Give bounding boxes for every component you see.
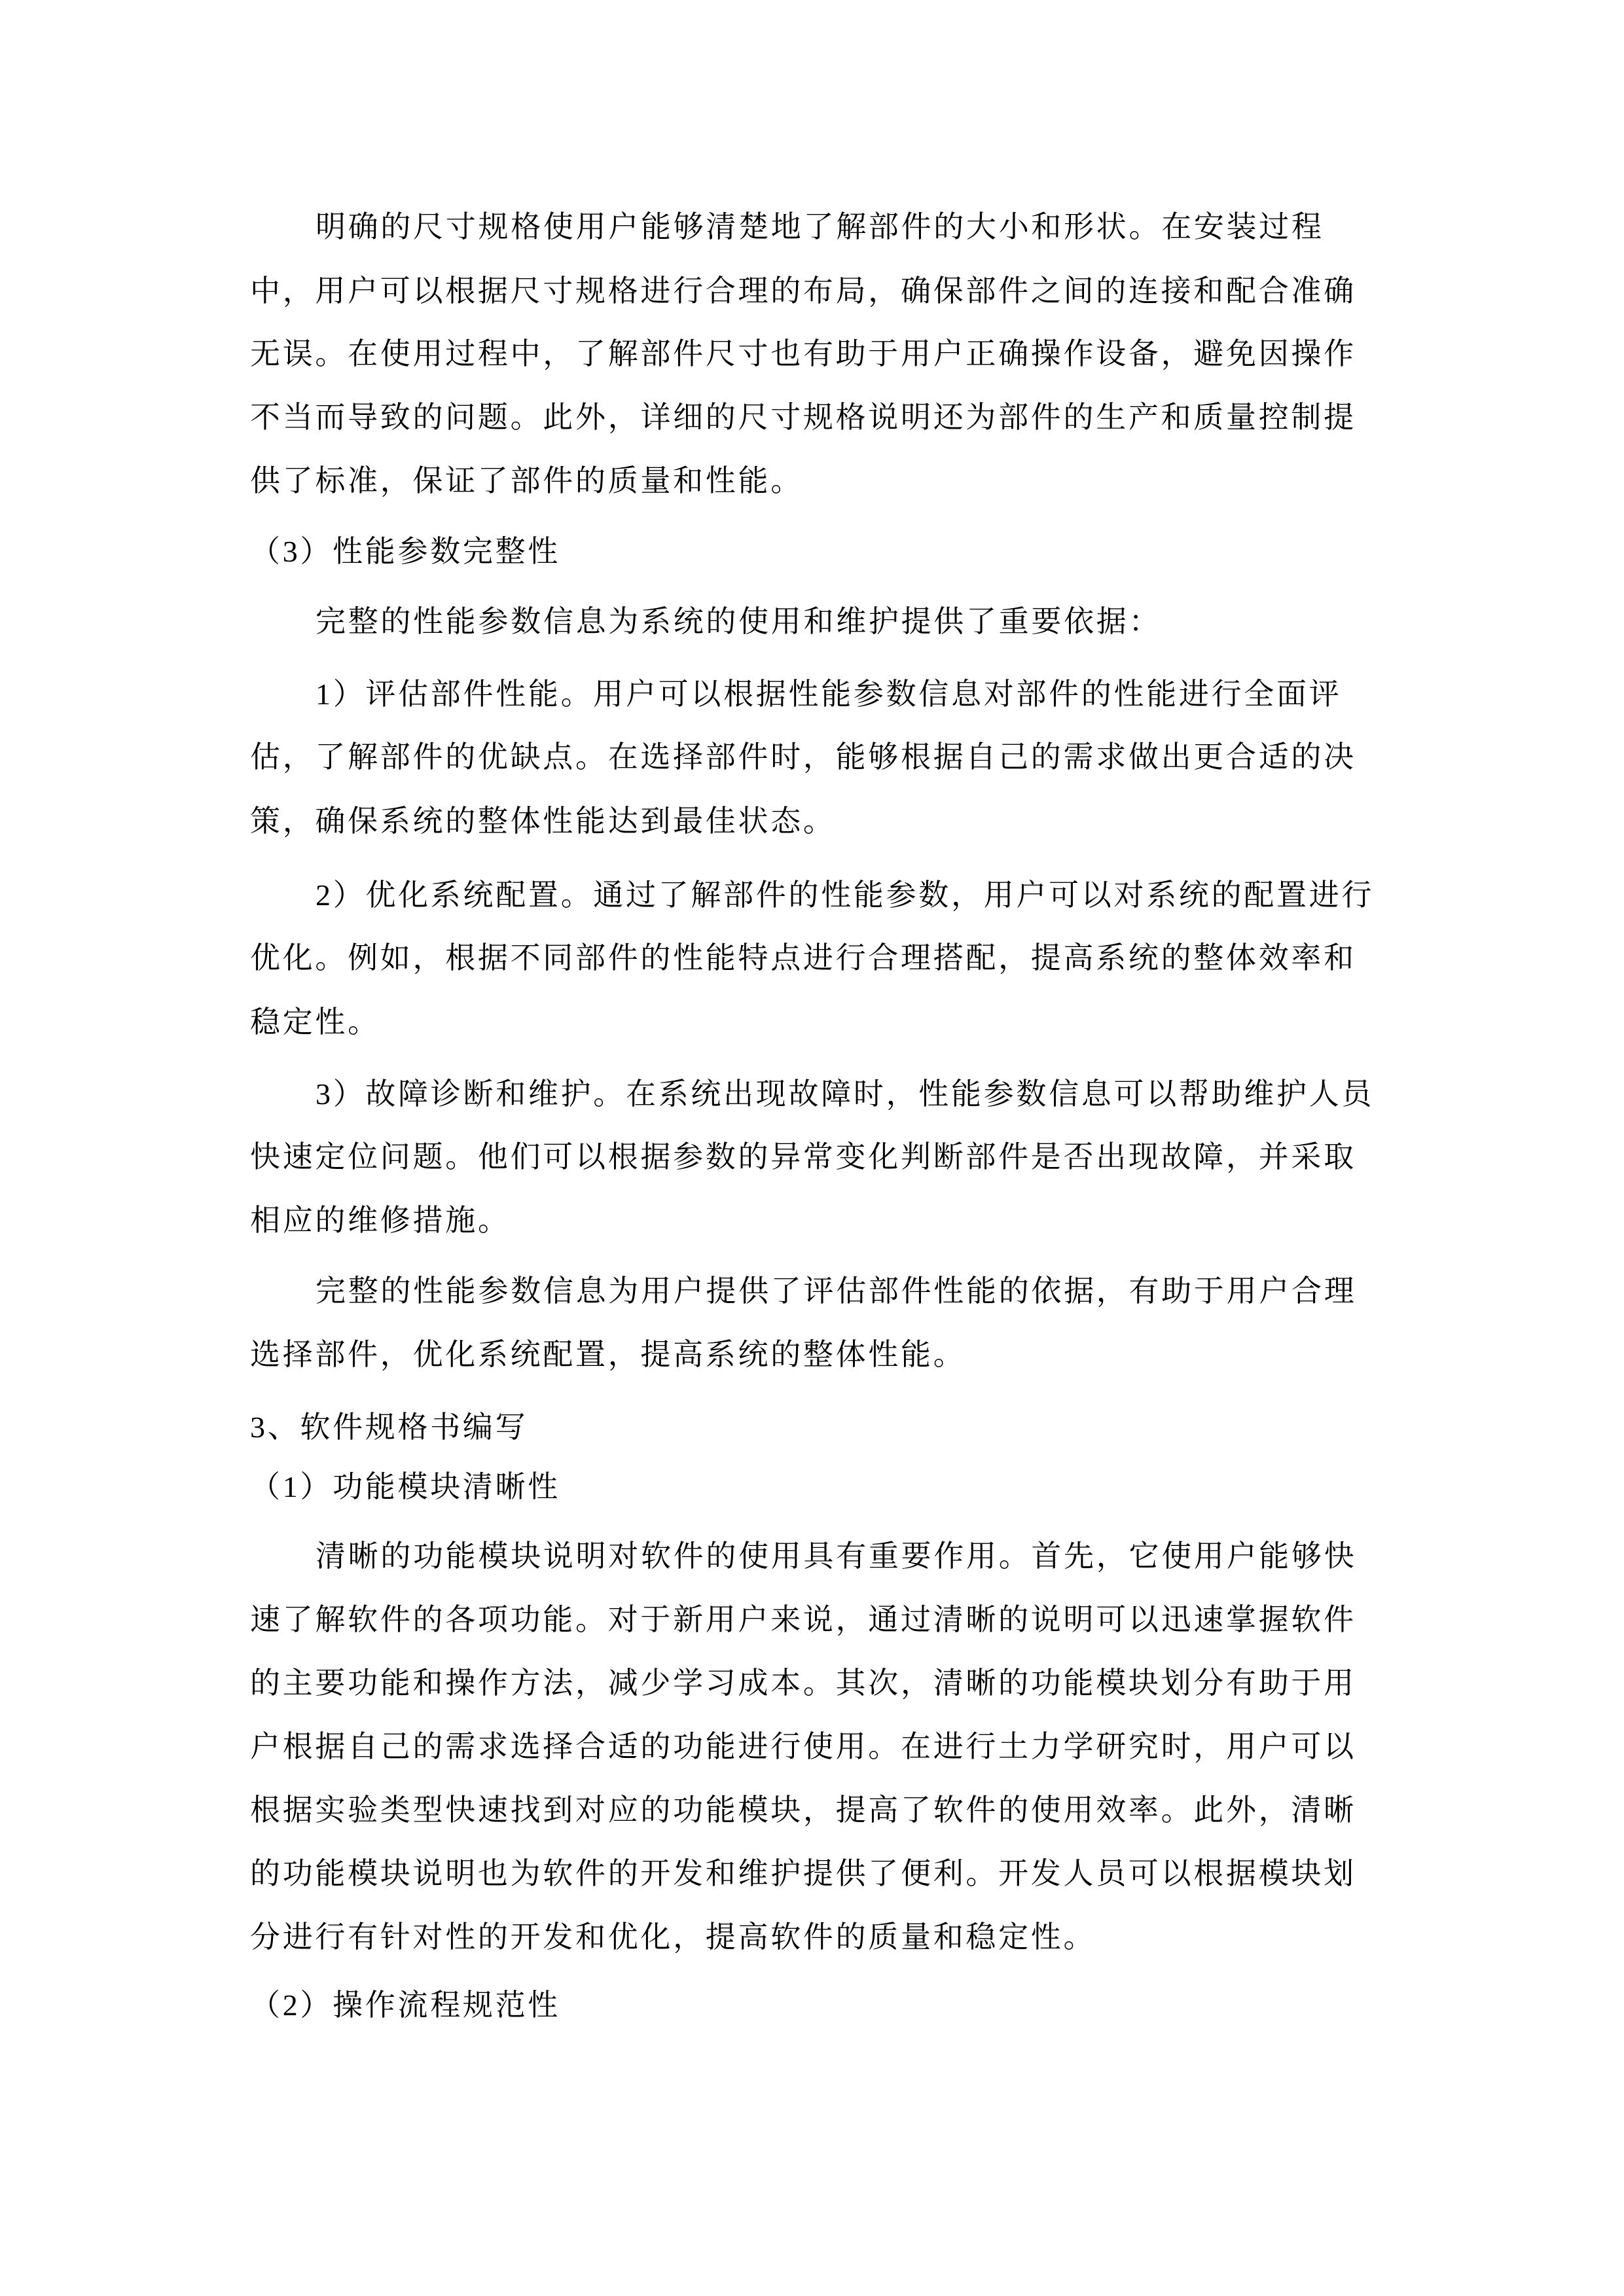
- list-item-line: 1）评估部件性能。用户可以根据性能参数信息对部件的性能进行全面评: [316, 677, 1342, 711]
- paragraph-line: 的功能模块说明也为软件的开发和维护提供了便利。开发人员可以根据模块划: [250, 1857, 1356, 1890]
- paragraph-line: 不当而导致的问题。此外，详细的尺寸规格说明还为部件的生产和质量控制提: [250, 401, 1356, 434]
- paragraph-line: 速了解软件的各项功能。对于新用户来说，通过清晰的说明可以迅速掌握软件: [250, 1603, 1356, 1636]
- paragraph-line: 根据实验类型快速找到对应的功能模块，提高了软件的使用效率。此外，清晰: [250, 1793, 1356, 1827]
- paragraph-line: 完整的性能参数信息为用户提供了评估部件性能的依据，有助于用户合理: [316, 1274, 1357, 1308]
- paragraph-line: 选择部件，优化系统配置，提高系统的整体性能。: [250, 1338, 966, 1371]
- paragraph-line: 供了标准，保证了部件的质量和性能。: [250, 464, 803, 497]
- list-item-line: 策，确保系统的整体性能达到最佳状态。: [250, 804, 836, 838]
- paragraph-line: 清晰的功能模块说明对软件的使用具有重要作用。首先，它使用户能够快: [316, 1539, 1357, 1573]
- paragraph-line: 分进行有针对性的开发和优化，提高软件的质量和稳定性。: [250, 1920, 1096, 1954]
- list-item-line: 稳定性。: [250, 1005, 380, 1039]
- list-item-line: 优化。例如，根据不同部件的性能特点进行合理搭配，提高系统的整体效率和: [250, 941, 1356, 975]
- section-subheading: （1）功能模块清晰性: [250, 1470, 560, 1503]
- paragraph-line: 无误。在使用过程中，了解部件尺寸也有助于用户正确操作设备，避免因操作: [250, 337, 1356, 370]
- paragraph-line: 明确的尺寸规格使用户能够清楚地了解部件的大小和形状。在安装过程: [316, 210, 1324, 243]
- list-item-line: 快速定位问题。他们可以根据参数的异常变化判断部件是否出现故障，并采取: [250, 1140, 1356, 1174]
- section-heading: 3、软件规格书编写: [250, 1410, 528, 1444]
- paragraph-line: 完整的性能参数信息为系统的使用和维护提供了重要依据：: [316, 605, 1162, 638]
- section-subheading: （2）操作流程规范性: [250, 1988, 560, 2022]
- paragraph-line: 中，用户可以根据尺寸规格进行合理的布局，确保部件之间的连接和配合准确: [250, 274, 1356, 308]
- paragraph-line: 户根据自己的需求选择合适的功能进行使用。在进行土力学研究时，用户可以: [250, 1730, 1356, 1763]
- section-subheading: （3）性能参数完整性: [250, 535, 560, 568]
- list-item-line: 估，了解部件的优缺点。在选择部件时，能够根据自己的需求做出更合适的决: [250, 740, 1356, 774]
- list-item-line: 相应的维修措施。: [250, 1204, 511, 1237]
- list-item-line: 3）故障诊断和维护。在系统出现故障时，性能参数信息可以帮助维护人员: [316, 1077, 1375, 1111]
- paragraph-line: 的主要功能和操作方法，减少学习成本。其次，清晰的功能模块划分有助于用: [250, 1666, 1356, 1700]
- list-item-line: 2）优化系统配置。通过了解部件的性能参数，用户可以对系统的配置进行: [316, 878, 1375, 912]
